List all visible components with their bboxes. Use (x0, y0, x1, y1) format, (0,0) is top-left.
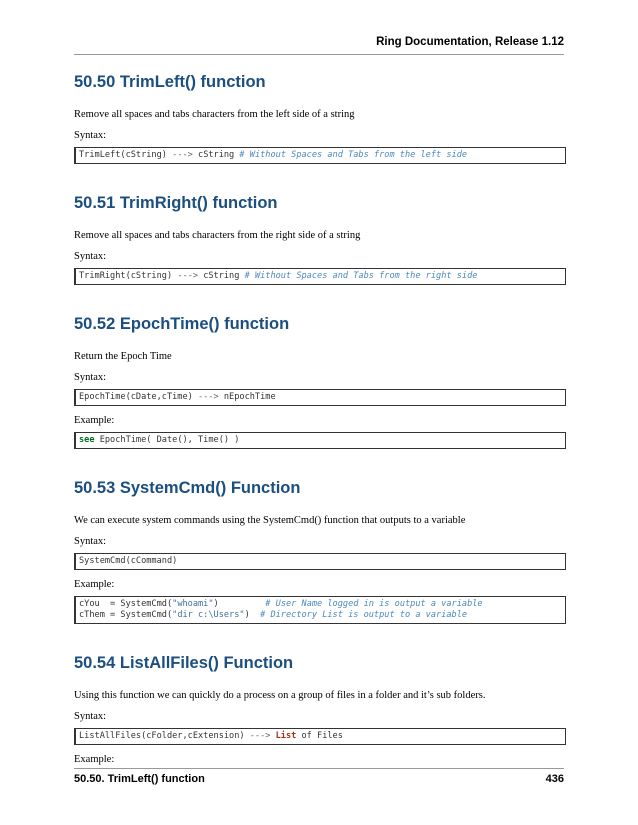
syntax-code-block (74, 728, 566, 745)
syntax-label: Syntax: (74, 130, 107, 141)
section-heading: 50.53 SystemCmd() Function (74, 479, 301, 497)
code-text: nEpochTime (223, 392, 276, 402)
syntax-code-block (74, 268, 566, 285)
code-string: "dir c:\Users" (172, 610, 245, 620)
code-text: EpochTime( Date(), Time() ) (94, 435, 240, 445)
section-systemcmd (74, 474, 566, 624)
running-header: Ring Documentation, Release 1.12 (376, 36, 564, 48)
code-comment: # User Name logged in is output a variable (265, 599, 483, 609)
example-label: Example: (74, 754, 115, 765)
page-number: 436 (545, 773, 564, 785)
section-description: Remove all spaces and tabs characters from the left side of a string (74, 109, 355, 120)
section-description: We can execute system commands using the SystemCmd() function that outputs to a variable (74, 515, 466, 526)
section-epochtime (74, 310, 566, 449)
code-text: of Files (296, 731, 343, 741)
syntax-code-block (74, 147, 566, 164)
footer-divider (74, 768, 564, 769)
code-text: TrimLeft(cString) (79, 150, 167, 160)
example-label: Example: (74, 579, 115, 590)
footer-section-title: 50.50. TrimLeft() function (74, 773, 205, 785)
example-label: Example: (74, 415, 115, 426)
code-text: cString (198, 150, 240, 160)
code-comment: # Without Spaces and Tabs from the right side (244, 271, 478, 281)
code-operator: ---> (244, 731, 276, 741)
section-heading: 50.51 TrimRight() function (74, 194, 278, 212)
example-code-block (74, 432, 566, 449)
section-heading: 50.50 TrimLeft() function (74, 73, 266, 91)
code-text: ListAllFiles(cFolder,cExtension) (79, 731, 245, 741)
code-comment: # Directory List is output to a variable (260, 610, 468, 620)
code-text: ) (244, 610, 261, 620)
section-description: Return the Epoch Time (74, 351, 172, 362)
example-code-block (74, 596, 566, 624)
code-text: SystemCmd(cCommand) (79, 556, 178, 566)
section-listallfiles (74, 649, 566, 766)
code-operator: ---> (166, 150, 199, 160)
code-text: TrimRight(cString) (79, 271, 173, 281)
code-operator: ---> (192, 392, 224, 402)
header-divider (74, 54, 564, 55)
syntax-code-block (74, 553, 566, 570)
page-content (74, 68, 566, 766)
syntax-code-block (74, 389, 566, 406)
syntax-label: Syntax: (74, 711, 107, 722)
code-text: cString (203, 271, 245, 281)
code-comment: # Without Spaces and Tabs from the left side (239, 150, 468, 160)
code-string: "whoami" (172, 599, 214, 609)
code-text: cYou = SystemCmd( (79, 599, 173, 609)
code-keyword: see (79, 435, 95, 445)
code-text: ) (213, 599, 266, 609)
section-description: Remove all spaces and tabs characters from the right side of a string (74, 230, 361, 241)
code-text: cThem = SystemCmd( (79, 610, 173, 620)
section-trimleft (74, 68, 566, 164)
syntax-label: Syntax: (74, 251, 107, 262)
section-heading: 50.54 ListAllFiles() Function (74, 654, 294, 672)
section-description: Using this function we can quickly do a process on a group of files in a folder and it’s sub folders. (74, 690, 486, 701)
syntax-label: Syntax: (74, 536, 107, 547)
section-trimright (74, 189, 566, 285)
syntax-label: Syntax: (74, 372, 107, 383)
code-builtin: List (275, 731, 297, 741)
section-heading: 50.52 EpochTime() function (74, 315, 290, 333)
code-text: EpochTime(cDate,cTime) (79, 392, 193, 402)
code-operator: ---> (172, 271, 204, 281)
